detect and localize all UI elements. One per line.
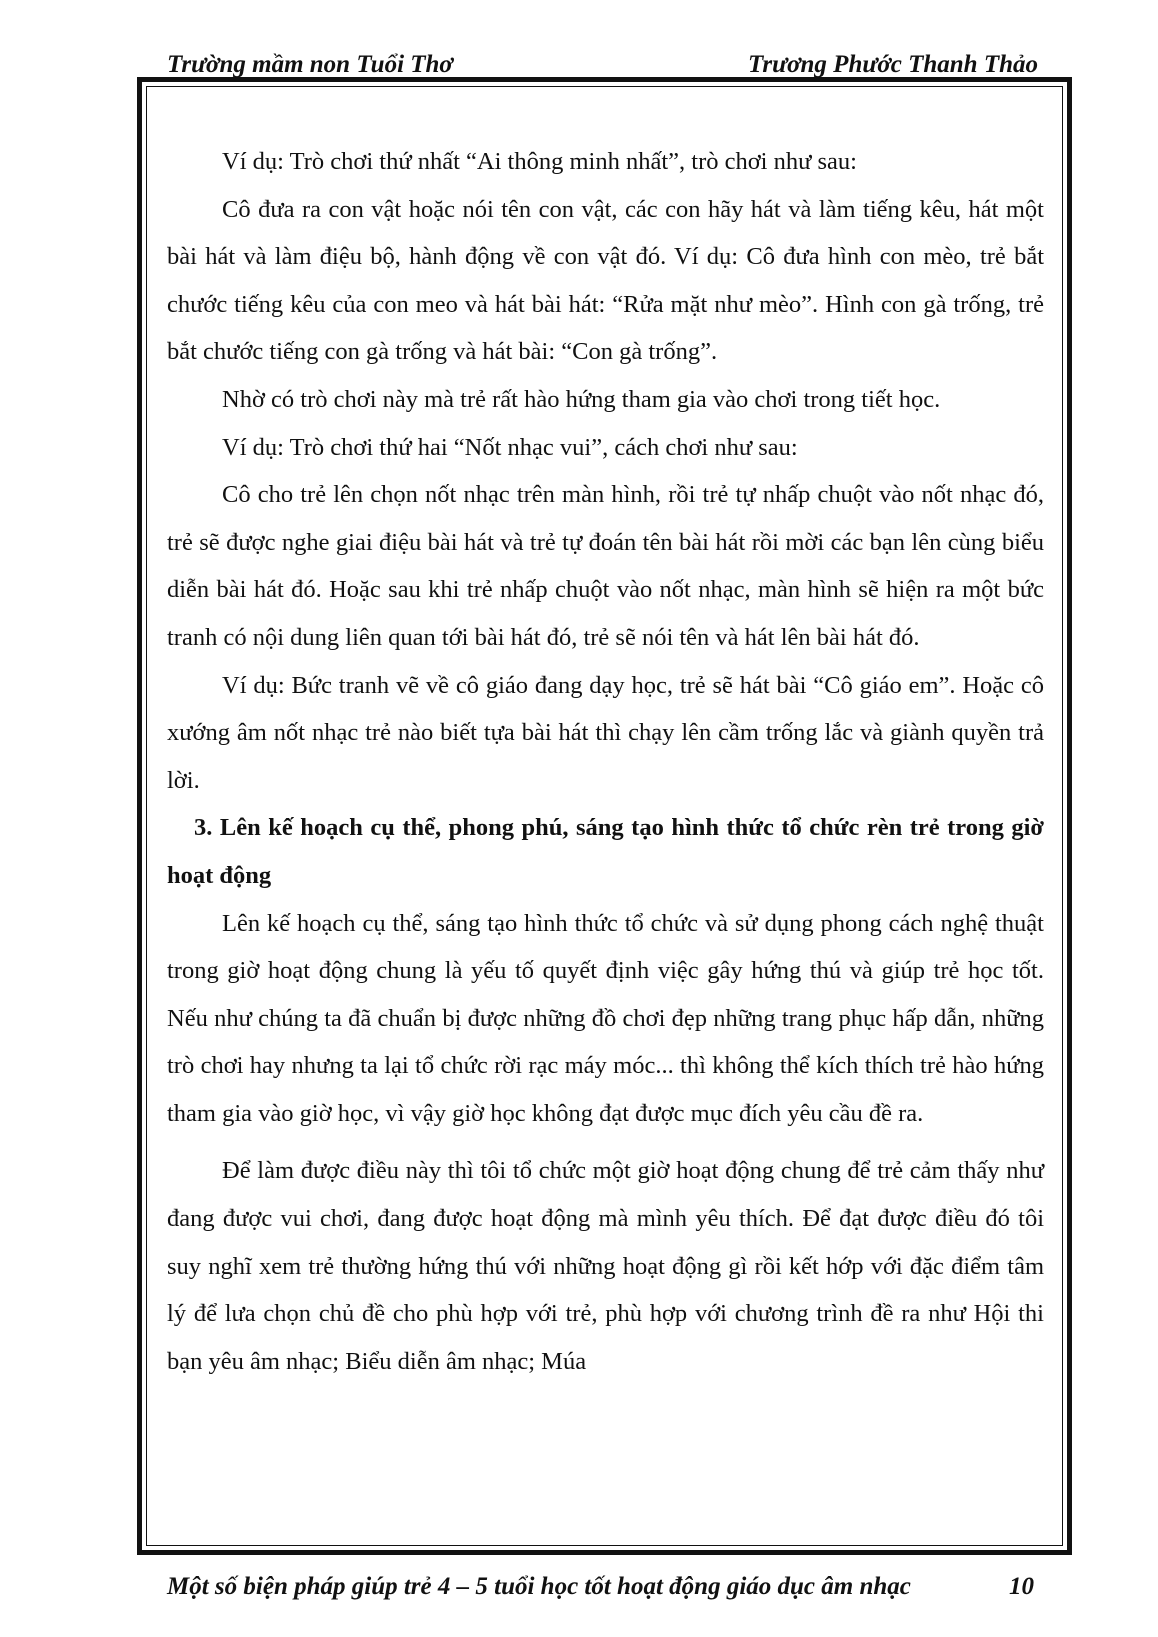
paragraph-game-1-rules: Cô đưa ra con vật hoặc nói tên con vật, các con hãy hát và làm tiếng kêu, hát một bài hát và làm điệu bộ, hành động về con vật đó. Ví dụ: Cô đưa hình con mèo, trẻ bắt chước tiếng kêu của con meo và hát bài hát: “Rửa mặt như mèo”. Hình con gà trống, trẻ bắt chước tiếng con gà trống và hát bài: “Con gà trống”. [167, 195, 1044, 366]
paragraph-planning: Lên kế hoạch cụ thể, sáng tạo hình thức tổ chức và sử dụng phong cách nghệ thuật trong giờ hoạt động chung là yếu tố quyết định việc gây hứng thú và giúp trẻ học tốt. Nếu như chúng ta đã chuẩn bị được những đồ chơi đẹp những trang phục hấp dẫn, những trò chơi hay nhưng ta lại tổ chức rời rạc máy móc... thì không thể kích thích trẻ hào hứng tham gia vào giờ học, vì vậy giờ học không đạt được mục đích yêu cầu đề ra. [167, 909, 1044, 1127]
paragraph-example-game-1: Ví dụ: Trò chơi thứ nhất “Ai thông minh nhất”, trò chơi như sau: [222, 148, 857, 175]
page-number: 10 [1009, 1573, 1034, 1600]
document-body [167, 138, 1044, 1385]
header-author: Trương Phước Thanh Thảo [748, 51, 1038, 78]
footer-title: Một số biện pháp giúp trẻ 4 – 5 tuổi học tốt hoạt động giáo dục âm nhạc [167, 1573, 911, 1600]
paragraph-example-game-2: Ví dụ: Trò chơi thứ hai “Nốt nhạc vui”, cách chơi như sau: [222, 433, 798, 461]
paragraph-organization: Để làm được điều này thì tôi tổ chức một giờ hoạt động chung để trẻ cảm thấy như đang được vui chơi, đang được hoạt động mà mình yêu thích. Để đạt được điều đó tôi suy nghĩ xem trẻ thường hứng thú với những hoạt động gì rồi kết hớp với đặc điểm tâm lý để lưa chọn chủ đề cho phù hợp với trẻ, phù hợp với chương trình đề ra như Hội thi bạn yêu âm nhạc; Biểu diễn âm nhạc; Múa [167, 1157, 1044, 1375]
paragraph-game-1-result: Nhờ có trò chơi này mà trẻ rất hào hứng tham gia vào chơi trong tiết học. [222, 385, 941, 413]
paragraph-example-picture: Ví dụ: Bức tranh vẽ về cô giáo đang dạy học, trẻ sẽ hát bài “Cô giáo em”. Hoặc cô xướng âm nốt nhạc trẻ nào biết tựa bài hát thì chạy lên cầm trống lắc và giành quyền trả lời. [167, 671, 1044, 794]
header-school: Trường mầm non Tuổi Thơ [167, 51, 453, 78]
paragraph-game-2-rules: Cô cho trẻ lên chọn nốt nhạc trên màn hình, rồi trẻ tự nhấp chuột vào nốt nhạc đó, trẻ sẽ được nghe giai điệu bài hát và trẻ tự đoán tên bài hát rồi mời các bạn lên cùng biểu diễn bài hát đó. Hoặc sau khi trẻ nhấp chuột vào nốt nhạc, màn hình sẽ hiện ra một bức tranh có nội dung liên quan tới bài hát đó, trẻ sẽ nói tên và hát lên bài hát đó. [167, 481, 1044, 651]
section-heading-3: 3. Lên kế hoạch cụ thể, phong phú, sáng tạo hình thức tổ chức rèn trẻ trong giờ hoạt động [167, 814, 1044, 889]
